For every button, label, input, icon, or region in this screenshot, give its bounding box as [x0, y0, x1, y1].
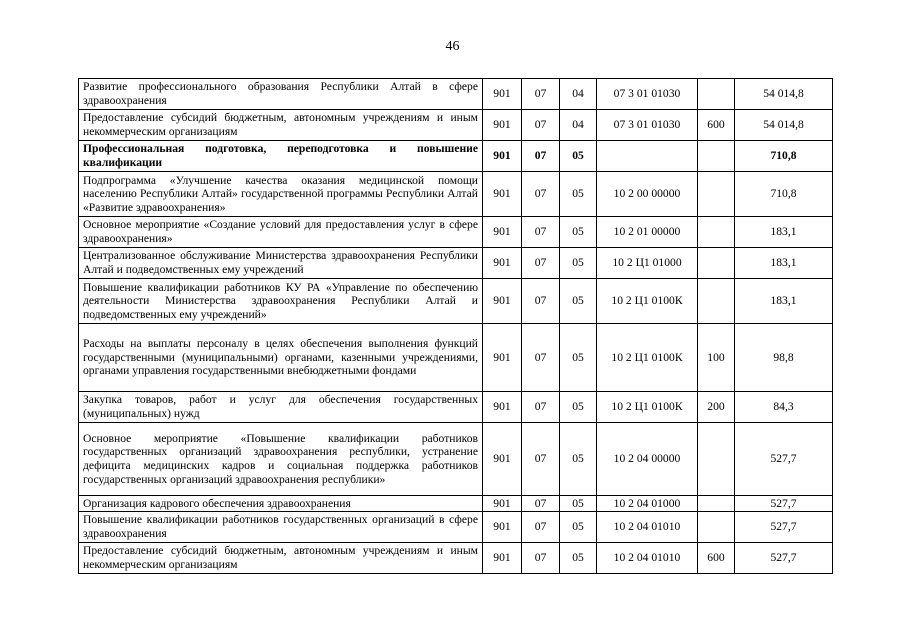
row-expense-type-cell: [698, 423, 735, 496]
row-expense-type-cell: [698, 279, 735, 324]
row-expense-type-cell: 200: [698, 392, 735, 423]
row-subsection-cell: 05: [560, 248, 597, 279]
row-target-article-cell: 10 2 04 00000: [597, 423, 698, 496]
row-grbs-cell: 901: [483, 141, 522, 172]
row-section-cell: 07: [522, 423, 560, 496]
row-subsection-cell: 05: [560, 324, 597, 392]
row-subsection-cell: 05: [560, 423, 597, 496]
table-row: [79, 496, 833, 512]
row-name-cell: Подпрограмма «Улучшение качества оказания медицинской помощи населению Республики Алтай» государственной программы Республики Алтай «Развитие здравоохранения»: [79, 172, 483, 217]
budget-table: [78, 78, 833, 574]
table-row: [79, 324, 833, 392]
row-grbs-cell: 901: [483, 392, 522, 423]
row-expense-type-cell: [698, 248, 735, 279]
row-section-cell: 07: [522, 248, 560, 279]
row-section-cell: 07: [522, 217, 560, 248]
row-target-article-cell: [597, 141, 698, 172]
row-name-cell: Развитие профессионального образования Республики Алтай в сфере здравоохранения: [79, 79, 483, 110]
row-subsection-cell: 05: [560, 217, 597, 248]
row-grbs-cell: 901: [483, 279, 522, 324]
row-section-cell: 07: [522, 324, 560, 392]
row-expense-type-cell: [698, 141, 735, 172]
row-name-cell: Основное мероприятие «Повышение квалификации работников государственных организаций здравоохранения республики, устранение дефицита медицинских кадров и социальная поддержка работников государственных организаций здравоохранения республики»: [79, 423, 483, 496]
row-amount-cell: 527,7: [735, 543, 833, 574]
row-name-cell: Предоставление субсидий бюджетным, автономным учреждениям и иным некоммерческим организациям: [79, 543, 483, 574]
row-grbs-cell: 901: [483, 172, 522, 217]
row-amount-cell: 98,8: [735, 324, 833, 392]
row-amount-cell: 183,1: [735, 217, 833, 248]
row-target-article-cell: 07 3 01 01030: [597, 110, 698, 141]
budget-table-body: [79, 79, 833, 574]
table-row: [79, 110, 833, 141]
table-row: [79, 248, 833, 279]
row-section-cell: 07: [522, 141, 560, 172]
row-section-cell: 07: [522, 172, 560, 217]
row-subsection-cell: 05: [560, 279, 597, 324]
table-row: [79, 141, 833, 172]
row-amount-cell: 84,3: [735, 392, 833, 423]
row-subsection-cell: 05: [560, 512, 597, 543]
row-target-article-cell: 10 2 00 00000: [597, 172, 698, 217]
row-grbs-cell: 901: [483, 543, 522, 574]
row-amount-cell: 183,1: [735, 279, 833, 324]
row-expense-type-cell: [698, 496, 735, 512]
table-row: [79, 172, 833, 217]
table-row: [79, 423, 833, 496]
row-expense-type-cell: [698, 512, 735, 543]
row-amount-cell: 527,7: [735, 423, 833, 496]
row-target-article-cell: 07 3 01 01030: [597, 79, 698, 110]
row-section-cell: 07: [522, 110, 560, 141]
row-subsection-cell: 05: [560, 141, 597, 172]
row-amount-cell: 527,7: [735, 512, 833, 543]
row-section-cell: 07: [522, 512, 560, 543]
row-target-article-cell: 10 2 Ц1 0100К: [597, 392, 698, 423]
table-row: [79, 512, 833, 543]
table-row: [79, 279, 833, 324]
row-subsection-cell: 05: [560, 496, 597, 512]
row-name-cell: Организация кадрового обеспечения здравоохранения: [79, 496, 483, 512]
table-row: [79, 392, 833, 423]
row-name-cell: Основное мероприятие «Создание условий для предоставления услуг в сфере здравоохранения»: [79, 217, 483, 248]
row-grbs-cell: 901: [483, 79, 522, 110]
row-grbs-cell: 901: [483, 110, 522, 141]
row-name-cell: Повышение квалификации работников КУ РА «Управление по обеспечению деятельности Министерства здравоохранения Республики Алтай и подведомственных ему учреждений»: [79, 279, 483, 324]
table-row: [79, 217, 833, 248]
row-name-cell: Предоставление субсидий бюджетным, автономным учреждениям и иным некоммерческим организациям: [79, 110, 483, 141]
row-expense-type-cell: 100: [698, 324, 735, 392]
row-expense-type-cell: [698, 172, 735, 217]
row-target-article-cell: 10 2 Ц1 0100К: [597, 324, 698, 392]
row-name-cell: Централизованное обслуживание Министерства здравоохранения Республики Алтай и подведомственных ему учреждений: [79, 248, 483, 279]
row-expense-type-cell: [698, 79, 735, 110]
row-name-cell: Закупка товаров, работ и услуг для обеспечения государственных (муниципальных) нужд: [79, 392, 483, 423]
row-amount-cell: 527,7: [735, 496, 833, 512]
row-expense-type-cell: [698, 217, 735, 248]
row-expense-type-cell: 600: [698, 110, 735, 141]
row-target-article-cell: 10 2 04 01000: [597, 496, 698, 512]
row-target-article-cell: 10 2 Ц1 01000: [597, 248, 698, 279]
row-section-cell: 07: [522, 279, 560, 324]
row-target-article-cell: 10 2 01 00000: [597, 217, 698, 248]
row-subsection-cell: 05: [560, 172, 597, 217]
row-amount-cell: 54 014,8: [735, 110, 833, 141]
row-section-cell: 07: [522, 496, 560, 512]
row-name-cell: Повышение квалификации работников государственных организаций в сфере здравоохранения: [79, 512, 483, 543]
row-subsection-cell: 04: [560, 110, 597, 141]
page-number: 46: [445, 39, 460, 54]
row-amount-cell: 710,8: [735, 172, 833, 217]
row-expense-type-cell: 600: [698, 543, 735, 574]
row-grbs-cell: 901: [483, 423, 522, 496]
row-name-cell: Профессиональная подготовка, переподготовка и повышение квалификации: [79, 141, 483, 172]
row-section-cell: 07: [522, 79, 560, 110]
table-row: [79, 79, 833, 110]
row-amount-cell: 710,8: [735, 141, 833, 172]
row-grbs-cell: 901: [483, 217, 522, 248]
row-amount-cell: 183,1: [735, 248, 833, 279]
row-grbs-cell: 901: [483, 496, 522, 512]
row-subsection-cell: 05: [560, 543, 597, 574]
row-amount-cell: 54 014,8: [735, 79, 833, 110]
row-target-article-cell: 10 2 04 01010: [597, 512, 698, 543]
row-grbs-cell: 901: [483, 512, 522, 543]
row-subsection-cell: 05: [560, 392, 597, 423]
table-row: [79, 543, 833, 574]
row-target-article-cell: 10 2 Ц1 0100К: [597, 279, 698, 324]
row-subsection-cell: 04: [560, 79, 597, 110]
row-grbs-cell: 901: [483, 248, 522, 279]
row-target-article-cell: 10 2 04 01010: [597, 543, 698, 574]
row-grbs-cell: 901: [483, 324, 522, 392]
row-name-cell: Расходы на выплаты персоналу в целях обеспечения выполнения функций государственными (муниципальными) органами, казенными учреждениями, органами управления государственными внебюджетными фондами: [79, 324, 483, 392]
row-section-cell: 07: [522, 392, 560, 423]
row-section-cell: 07: [522, 543, 560, 574]
